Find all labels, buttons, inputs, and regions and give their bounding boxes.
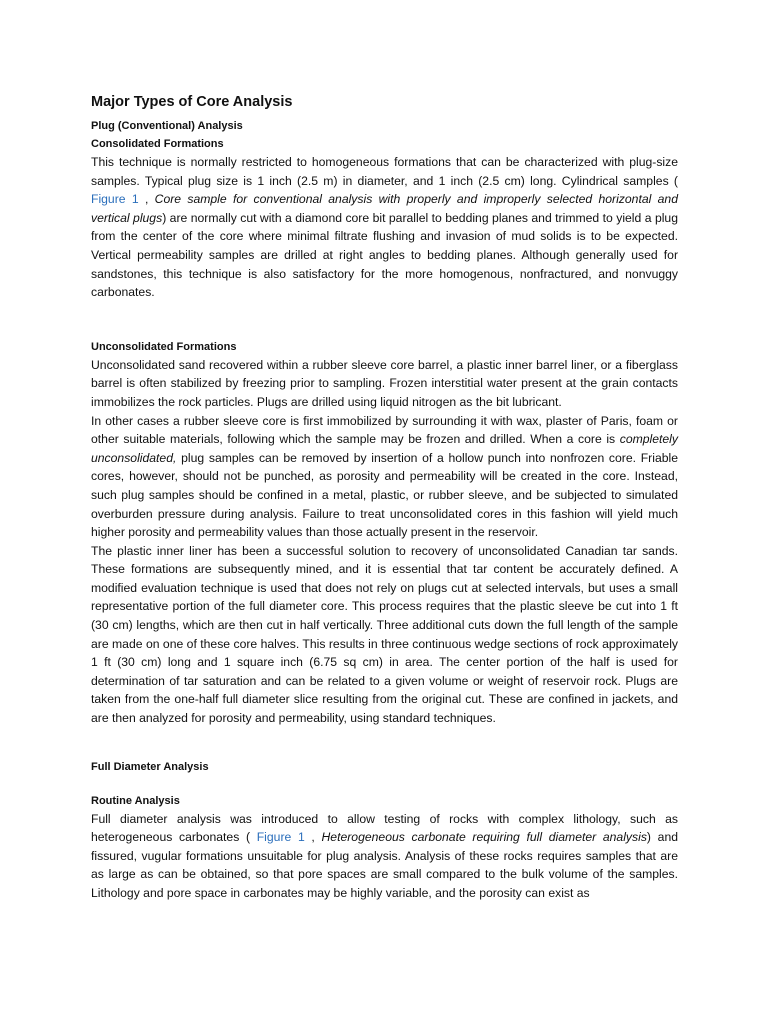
document-body bbox=[91, 93, 678, 903]
spacer bbox=[91, 728, 678, 758]
section-heading-plug: Plug (Conventional) Analysis bbox=[91, 120, 243, 132]
figure-caption-inline: Core sample for conventional analysis with properly and improperly selected horizontal and vertical plugs bbox=[91, 192, 678, 225]
spacer bbox=[91, 776, 678, 792]
subsection-heading-routine: Routine Analysis bbox=[91, 794, 180, 807]
figure-caption-inline: Heterogeneous carbonate requiring full diameter analysis bbox=[321, 830, 647, 845]
paragraph-consolidated: This technique is normally restricted to homogeneous formations that can be characterized with plug-size samples. Typical plug size is 1 inch (2.5 m) in diameter, and 1 inch (2.5 cm) long. Cylindrical samples ( Figure 1 , Core sample for conventional analysis with properly and improperly selected horizontal and vertical plugs) are normally cut with a diamond core bit parallel to bedding planes and trimmed to yield a plug from the center of the core where minimal filtrate flushing and invasion of mud solids is to be expected. Vertical permeability samples are drilled at right angles to bedding planes. Although generally used for sandstones, this technique is also satisfactory for the more homogenous, nonfractured, and nonvuggy carbonates. bbox=[91, 155, 678, 300]
figure-link[interactable]: Figure 1 bbox=[256, 830, 305, 845]
paragraph-unconsolidated-3: The plastic inner liner has been a successful solution to recovery of unconsolidated Canadian tar sands. These formations are subsequently mined, and it is essential that tar content be accurately defined. A modified evaluation technique is used that does not rely on plugs cut at selected intervals, but uses a small representative portion of the full diameter core. This process requires that the plastic sleeve be cut into 1 ft (30 cm) lengths, which are then cut in half vertically. Three additional cuts down the full length of the sample are made on one of these core halves. This results in three continuous wedge sections of rock approximately 1 ft (30 cm) long and 1 square inch (6.75 sq cm) in area. The center portion of the half is used for determination of tar saturation and can be related to a given volume or weight of reservoir rock. Plugs are taken from the one-half full diameter slice resulting from the original cut. These are confined in jackets, and are then analyzed for porosity and permeability, using standard techniques. bbox=[91, 543, 678, 726]
section-heading-full-diameter: Full Diameter Analysis bbox=[91, 760, 209, 773]
figure-link[interactable]: Figure 1 bbox=[91, 192, 139, 207]
subsection-heading-unconsolidated: Unconsolidated Formations bbox=[91, 340, 237, 353]
page-title: Major Types of Core Analysis bbox=[91, 94, 293, 110]
subsection-heading-consolidated: Consolidated Formations bbox=[91, 138, 224, 150]
emphasis-text: completely unconsolidated, bbox=[91, 432, 678, 465]
paragraph-unconsolidated-1: Unconsolidated sand recovered within a rubber sleeve core barrel, a plastic inner barrel liner, or a fiberglass barrel is often stabilized by freezing prior to sampling. Frozen interstitial water present at the grain contacts immobilizes the rock particles. Plugs are drilled using liquid nitrogen as the bit lubricant. bbox=[91, 357, 678, 409]
paragraph-routine: Full diameter analysis was introduced to allow testing of rocks with complex lithology, such as heterogeneous carbonates ( Figure 1 , Heterogeneous carbonate requiring full diameter analysis) and fissured, vugular formations unsuitable for plug analysis. Analysis of these rocks requires samples that are as large as can be obtained, so that pore spaces are small compared to the bulk volume of the samples. Lithology and pore space in carbonates may be highly variable, and the porosity can exist as bbox=[91, 811, 678, 900]
paragraph-unconsolidated-2: In other cases a rubber sleeve core is first immobilized by surrounding it with wax, plaster of Paris, foam or other suitable materials, following which the sample may be frozen and drilled. When a core is completely unconsolidated, plug samples can be removed by insertion of a hollow punch into nonfrozen core. Friable cores, however, should not be punched, as porosity and permeability will be created in the core. Instead, such plug samples should be confined in a metal, plastic, or rubber sleeve, and be subjected to simulated overburden pressure during analysis. Failure to treat unconsolidated cores in this fashion will yield much higher porosity and permeability values than those actually present in the reservoir. bbox=[91, 413, 678, 540]
spacer bbox=[91, 302, 678, 338]
